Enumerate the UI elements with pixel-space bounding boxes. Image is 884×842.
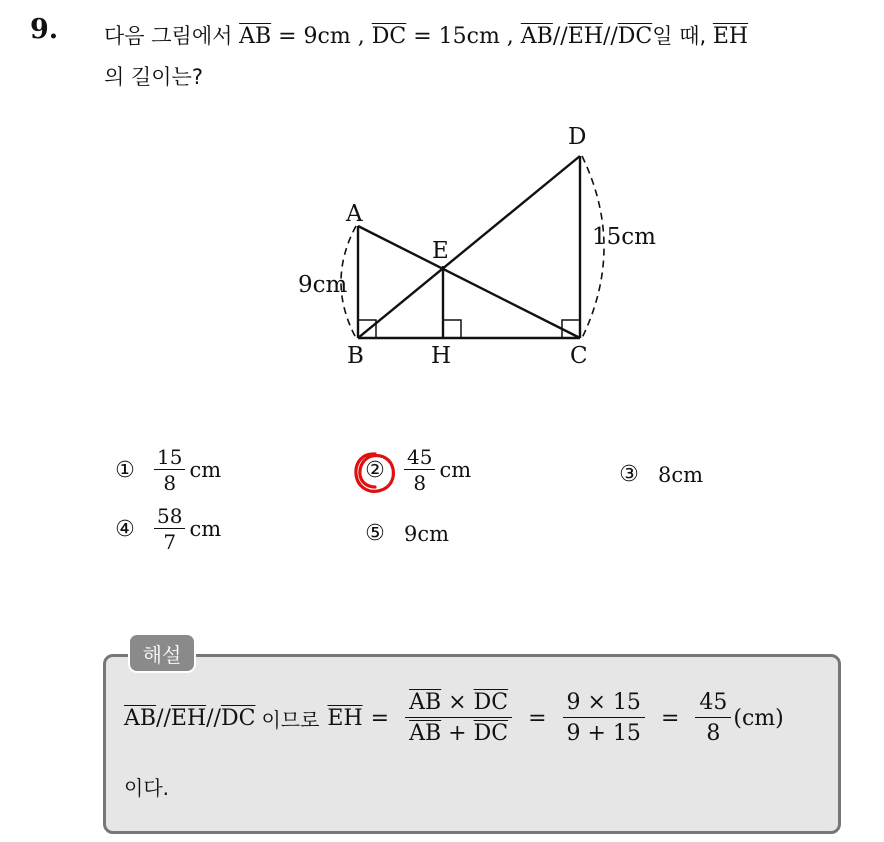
given-ab: = 9cm , [271, 24, 372, 49]
label-a: A [346, 201, 363, 227]
segment-ab: $\overline{AB}$ [239, 24, 272, 49]
f1-times: × [441, 690, 474, 715]
choice-1[interactable] [110, 446, 221, 494]
choice-4-unit: cm [189, 517, 222, 541]
expl-fraction-symbolic [405, 690, 512, 746]
segment-line-bd [358, 156, 580, 338]
choice-5-marker: ⑤ [365, 521, 385, 546]
question-intro: 다음 그림에서 [104, 24, 240, 48]
choice-4-numerator: 58 [154, 505, 185, 529]
choice-1-unit: cm [189, 458, 222, 482]
choice-1-numerator: 15 [154, 446, 185, 470]
expl-segment-ab: $\overline{AB}$ [124, 705, 157, 731]
segment-dc: $\overline{DC}$ [371, 24, 407, 49]
choice-4-fraction [154, 505, 185, 553]
question-condition: 일 때, [652, 24, 713, 48]
label-length-dc: 15cm [592, 224, 656, 250]
segment-line-ac [358, 226, 580, 338]
choice-2-numerator: 45 [404, 446, 435, 470]
choice-1-denominator: 8 [163, 471, 177, 495]
choice-2-unit: cm [439, 458, 472, 482]
geometry-figure [290, 110, 690, 380]
expl-fraction-result-denominator: 8 [706, 721, 721, 746]
explanation-formula [124, 690, 784, 746]
equals-sign-2: = [528, 705, 547, 731]
expl-fraction-symbolic-numerator [405, 690, 512, 718]
expl-unit: (cm) [733, 705, 784, 731]
f1-plus: + [441, 721, 474, 746]
choice-3-value: 8cm [658, 462, 704, 487]
expl-segment-eh-2: $\overline{EH}$ [327, 705, 363, 731]
label-e: E [432, 238, 449, 264]
choice-3[interactable] [614, 462, 703, 487]
expl-fraction-symbolic-denominator [409, 718, 508, 746]
f1-dc-2: $\overline{DC}$ [473, 721, 509, 746]
parallel-sign-2: // [602, 24, 618, 49]
right-angle-h [443, 320, 461, 338]
choice-1-marker: ① [115, 457, 135, 483]
expl-segment-eh: $\overline{EH}$ [170, 705, 207, 731]
expl-parallel-2: // [206, 705, 221, 731]
expl-connector: 이므로 [261, 707, 320, 732]
expl-fraction-numeric-numerator: 9 × 15 [563, 690, 645, 718]
equals-sign-1: = [370, 705, 390, 731]
choice-2-fraction [404, 446, 435, 494]
question-text [104, 16, 864, 98]
choice-5[interactable] [360, 521, 449, 546]
label-c: C [570, 343, 588, 369]
f1-ab-2: $\overline{AB}$ [409, 721, 442, 746]
explanation-tag: 해설 [128, 633, 196, 673]
expl-fraction-result-numerator: 45 [695, 690, 731, 718]
choice-4-denominator: 7 [163, 530, 177, 554]
f1-ab: $\overline{AB}$ [409, 690, 442, 715]
choice-2-denominator: 8 [413, 471, 427, 495]
segment-dc-2: $\overline{DC}$ [617, 24, 653, 49]
parallel-sign-1: // [552, 24, 568, 49]
question-number: 9. [30, 14, 59, 45]
label-d: D [568, 124, 587, 150]
choice-2-marker: ② [365, 457, 385, 483]
given-dc: = 15cm , [406, 24, 521, 49]
f1-dc: $\overline{DC}$ [473, 690, 509, 715]
choice-5-value: 9cm [404, 521, 450, 546]
segment-eh-2: $\overline{EH}$ [712, 24, 749, 49]
label-h: H [431, 343, 452, 369]
choice-1-fraction [154, 446, 185, 494]
segment-eh: $\overline{EH}$ [567, 24, 603, 49]
answer-circle-mark [350, 448, 400, 498]
choice-4-marker: ④ [115, 516, 135, 542]
expl-parallel-1: // [156, 705, 171, 731]
label-b: B [347, 343, 364, 369]
equals-sign-3: = [660, 705, 680, 731]
segment-ab-2: $\overline{AB}$ [520, 24, 553, 49]
choice-4[interactable] [110, 505, 221, 553]
label-length-ab: 9cm [298, 272, 348, 298]
expl-fraction-result [695, 690, 731, 746]
choice-3-marker: ③ [619, 462, 639, 487]
expl-fraction-numeric [563, 690, 645, 746]
expl-fraction-numeric-denominator: 9 + 15 [566, 721, 641, 746]
question-ask: 의 길이는? [104, 65, 203, 89]
expl-segment-dc: $\overline{DC}$ [220, 705, 256, 731]
explanation-ending: 이다. [124, 776, 169, 800]
